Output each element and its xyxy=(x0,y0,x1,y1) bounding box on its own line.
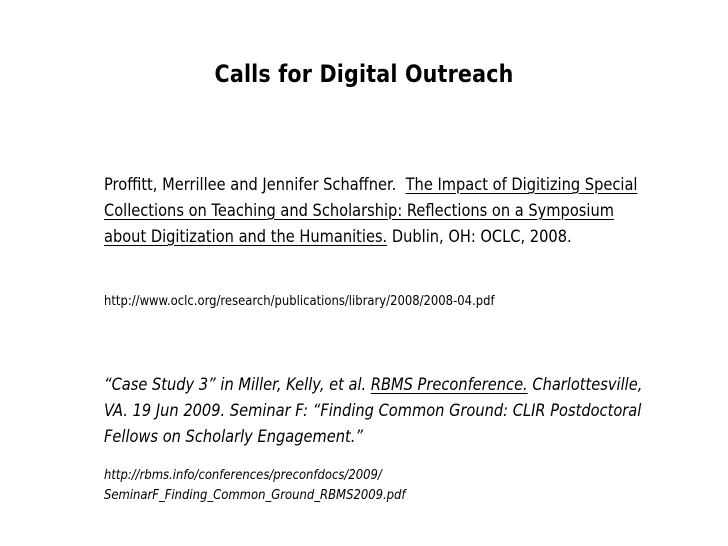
citation-1 xyxy=(104,172,646,250)
citation-1-title-link[interactable]: The Impact of Digitizing Special Collections on Teaching and Scholarship: Reflections on a Symposium about Digitization and the Humanities. xyxy=(104,175,638,247)
citation-2-url[interactable] xyxy=(104,465,646,505)
citation-1-url[interactable]: http://www.oclc.org/research/publications/library/2008/2008-04.pdf xyxy=(104,293,495,309)
citation-1-authors: Proffitt, Merrillee and Jennifer Schaffner. xyxy=(104,175,397,195)
citation-2-url-line-1[interactable]: http://rbms.info/conferences/preconfdocs/2009/ xyxy=(104,467,382,483)
citation-2-details: Charlottesville, VA. 19 Jun 2009. Seminar F: “Finding Common Ground: CLIR Postdoctoral Fellows on Scholarly Engagement.” xyxy=(104,375,643,447)
citation-2 xyxy=(104,372,646,450)
citation-2-title-link[interactable]: RBMS Preconference. xyxy=(370,375,528,395)
citation-2-prefix: “Case Study 3” in Miller, Kelly, et al. xyxy=(104,375,367,395)
citation-2-url-line-2[interactable]: SeminarF_Finding_Common_Ground_RBMS2009.pdf xyxy=(104,487,406,503)
citation-1-publisher: Dublin, OH: OCLC, 2008. xyxy=(391,227,572,247)
slide-title: Calls for Digital Outreach xyxy=(214,60,514,88)
